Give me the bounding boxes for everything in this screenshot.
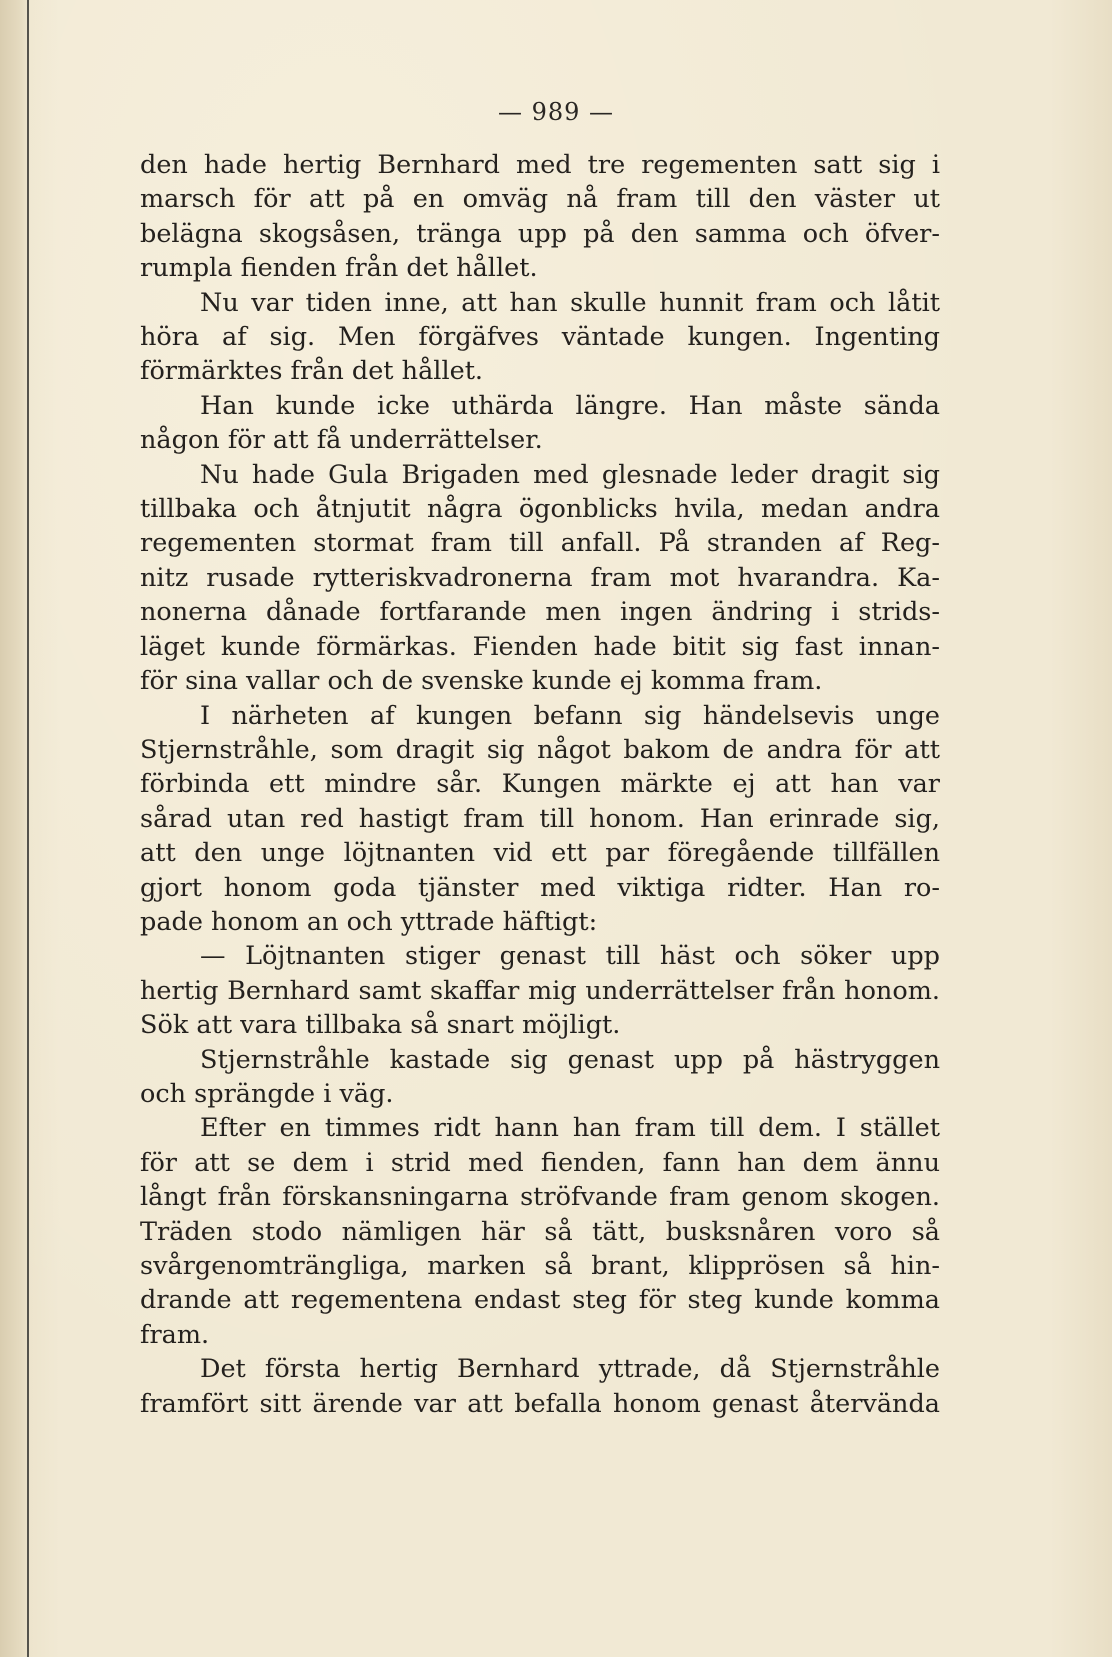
paragraph (140, 1111, 940, 1352)
text-line: Stjernstråhle kastade sig genast upp på hästryggen (200, 1044, 940, 1075)
text-line: för att se dem i strid med fienden, fann han dem ännu (140, 1147, 940, 1178)
paragraph (140, 458, 940, 699)
text-line: förbinda ett mindre sår. Kungen märkte ej att han var (140, 769, 940, 800)
text-line: den hade hertig Bernhard med tre regementen satt sig i (140, 150, 940, 180)
text-line: rumpla fienden från det hållet. (140, 253, 538, 284)
binding-gutter (0, 0, 30, 1657)
text-line: tillbaka och åtnjutit några ögonblicks hvila, medan andra (140, 494, 940, 525)
text-line: belägna skogsåsen, tränga upp på den samma och öfver- (140, 218, 940, 249)
text-line: — Löjtnanten stiger genast till häst och söker upp (200, 941, 940, 972)
text-line: Han kunde icke uthärda längre. Han måste sända (200, 390, 940, 421)
text-line: för sina vallar och de svenske kunde ej komma fram. (140, 666, 823, 697)
text-line: drande att regementena endast steg för steg kunde komma (140, 1285, 940, 1316)
text-line: regementen stormat fram till anfall. På stranden af Reg- (140, 528, 940, 559)
text-line: att den unge löjtnanten vid ett par föregående tillfällen (140, 838, 940, 869)
text-line: långt från förskansningarna ströfvande fram genom skogen. (140, 1182, 940, 1213)
text-line: sårad utan red hastigt fram till honom. Han erinrade sig, (140, 803, 940, 834)
text-line: Sök att vara tillbaka så snart möjligt. (140, 1010, 621, 1041)
text-line: Nu var tiden inne, att han skulle hunnit fram och låtit (200, 287, 940, 318)
paragraph (140, 389, 940, 458)
text-line: någon för att få underrättelser. (140, 425, 543, 456)
text-line: läget kunde förmärkas. Fienden hade bitit sig fast innan- (140, 631, 940, 662)
text-line: nitz rusade rytteriskvadronerna fram mot hvarandra. Ka- (140, 562, 940, 593)
paragraph (140, 1352, 940, 1421)
paragraph (140, 699, 940, 940)
paragraph (140, 1043, 940, 1112)
text-line: förmärktes från det hållet. (140, 356, 484, 387)
text-line: Träden stodo nämligen här så tätt, busksnåren voro så (140, 1216, 940, 1247)
body-text (140, 148, 940, 1421)
paragraph (140, 286, 940, 389)
text-line: svårgenomträngliga, marken så brant, klipprösen så hin- (140, 1251, 940, 1281)
text-line: pade honom an och yttrade häftigt: (140, 906, 598, 937)
text-line: nonerna dånade fortfarande men ingen ändring i strids- (140, 597, 940, 628)
text-line: fram. (140, 1319, 210, 1350)
paragraph (140, 148, 940, 286)
text-line: gjort honom goda tjänster med viktiga ridter. Han ro- (140, 872, 940, 903)
text-line: Nu hade Gula Brigaden med glesnade leder dragit sig (200, 459, 940, 490)
text-line: Stjernstråhle, som dragit sig något bakom de andra för att (140, 734, 940, 765)
binding-edge-line (27, 0, 29, 1657)
text-line: Det första hertig Bernhard yttrade, då Stjernstråhle (200, 1354, 940, 1385)
paragraph (140, 939, 940, 1042)
page-number: — 989 — (497, 98, 615, 126)
text-line: höra af sig. Men förgäfves väntade kungen. Ingenting (140, 322, 940, 353)
text-line: marsch för att på en omväg nå fram till den väster ut (140, 184, 940, 215)
text-line: och sprängde i väg. (140, 1078, 394, 1109)
text-line: framfört sitt ärende var att befalla honom genast återvända (140, 1388, 940, 1419)
text-line: Efter en timmes ridt hann han fram till dem. I stället (200, 1113, 940, 1144)
text-line: hertig Bernhard samt skaffar mig underrättelser från honom. (140, 975, 940, 1006)
text-line: I närheten af kungen befann sig händelsevis unge (200, 700, 940, 731)
